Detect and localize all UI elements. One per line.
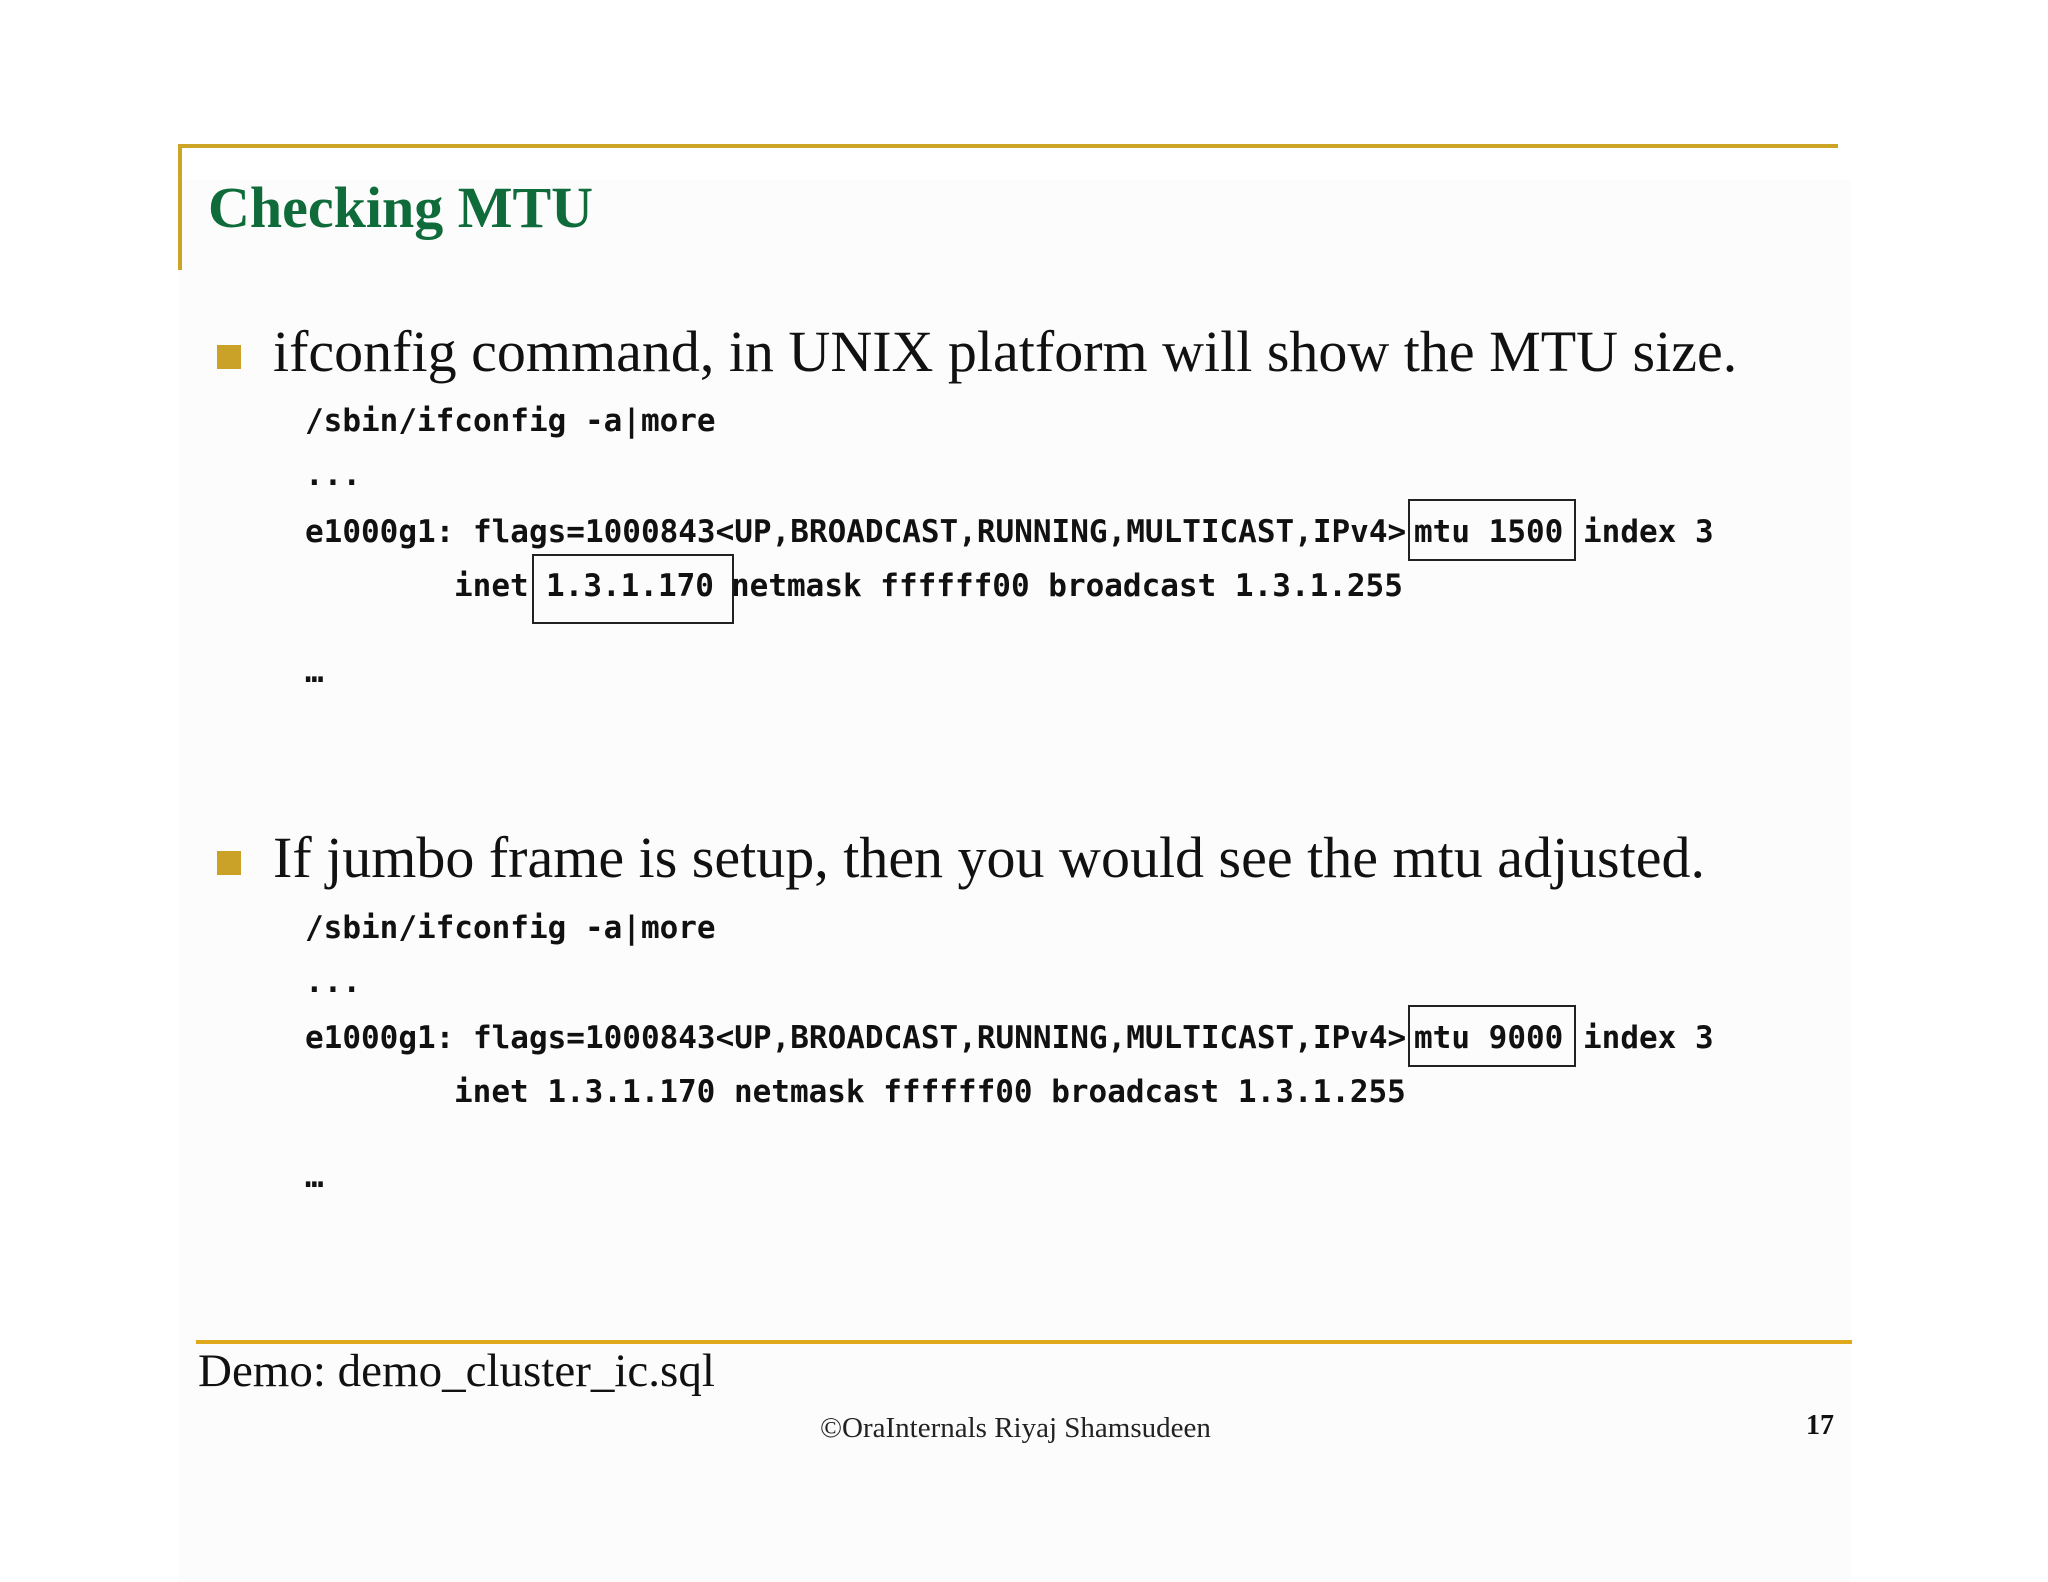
bullet-marker-2 bbox=[217, 851, 241, 875]
mtu-highlight-box-2 bbox=[1408, 1005, 1576, 1067]
code-flags-line-2: e1000g1: flags=1000843<UP,BROADCAST,RUNNING,MULTICAST,IPv4> bbox=[305, 1020, 1407, 1056]
ip-highlight-box-1 bbox=[532, 554, 734, 624]
code-flags-line-1: e1000g1: flags=1000843<UP,BROADCAST,RUNNING,MULTICAST,IPv4> bbox=[305, 514, 1407, 550]
code-index-1: index 3 bbox=[1583, 514, 1714, 550]
code-inet-line-2: inet 1.3.1.170 netmask ffffff00 broadcast 1.3.1.255 bbox=[454, 1074, 1406, 1110]
title-rule-top bbox=[178, 144, 1838, 148]
code-command-1: /sbin/ifconfig -a|more bbox=[305, 403, 716, 439]
slide-title: Checking MTU bbox=[208, 175, 594, 240]
code-inet-ip-1: 1.3.1.170 bbox=[546, 568, 714, 604]
code-ellipsis-1b: … bbox=[305, 654, 324, 690]
code-command-2: /sbin/ifconfig -a|more bbox=[305, 910, 716, 946]
title-rule-left bbox=[178, 144, 182, 270]
code-mtu-1: mtu 1500 bbox=[1414, 514, 1564, 550]
bullet-text-2: If jumbo frame is setup, then you would see the mtu adjusted. bbox=[273, 825, 1705, 890]
page-number: 17 bbox=[1806, 1410, 1834, 1441]
bullet-marker-1 bbox=[217, 345, 241, 369]
code-ellipsis-1a: ... bbox=[305, 457, 361, 493]
code-inet-label-1: inet bbox=[454, 568, 529, 604]
footer-copyright: ©OraInternals Riyaj Shamsudeen bbox=[820, 1412, 1211, 1444]
code-netmask-1: netmask ffffff00 broadcast 1.3.1.255 bbox=[731, 568, 1403, 604]
bullet-text-1: ifconfig command, in UNIX platform will show the MTU size. bbox=[273, 319, 1738, 384]
code-ellipsis-2a: ... bbox=[305, 964, 361, 1000]
demo-note: Demo: demo_cluster_ic.sql bbox=[198, 1345, 715, 1397]
code-mtu-2: mtu 9000 bbox=[1414, 1020, 1564, 1056]
code-index-2: index 3 bbox=[1583, 1020, 1714, 1056]
code-ellipsis-2b: … bbox=[305, 1159, 324, 1195]
mtu-highlight-box-1 bbox=[1408, 499, 1576, 561]
